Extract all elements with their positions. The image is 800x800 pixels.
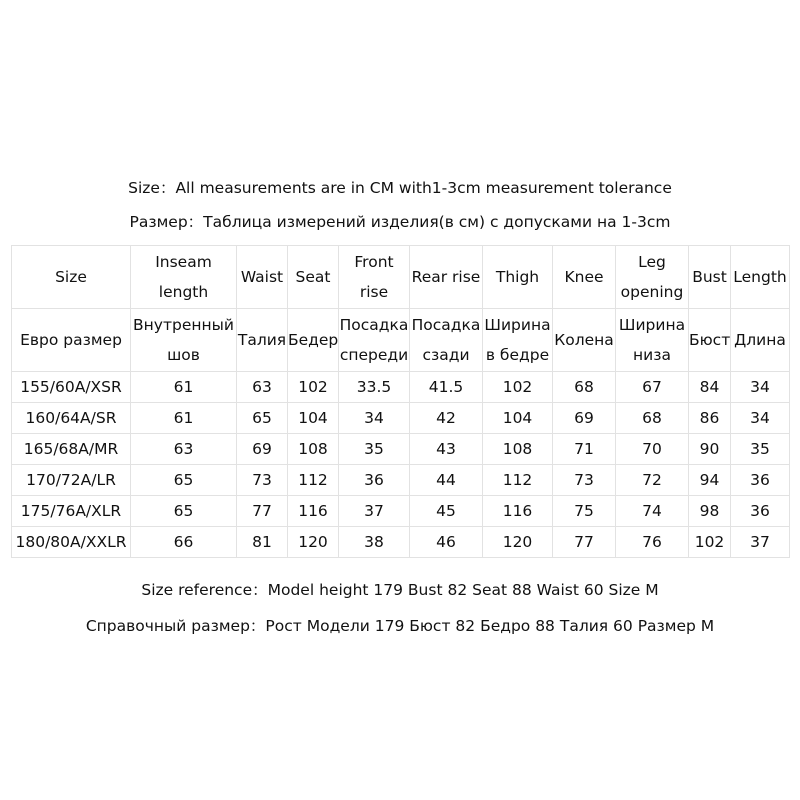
cell-rear-rise: 42 [410,403,483,434]
cell-seat: 120 [288,527,339,558]
cell-seat: 102 [288,372,339,403]
cell-waist: 77 [237,496,288,527]
cell-leg-opening: 76 [616,527,689,558]
cell-size: 175/76A/XLR [12,496,131,527]
cell-bust: 98 [689,496,731,527]
cell-rear-rise: 41.5 [410,372,483,403]
cell-thigh: 116 [483,496,553,527]
cell-front-rise: Front rise [339,246,410,309]
cell-front-rise: 34 [339,403,410,434]
cell-leg-opening: 68 [616,403,689,434]
cell-length: 37 [731,527,790,558]
cell-seat: 112 [288,465,339,496]
cell-waist: 69 [237,434,288,465]
cell-size: 180/80A/XXLR [12,527,131,558]
cell-front-rise: 35 [339,434,410,465]
cell-thigh: 104 [483,403,553,434]
cell-size: 170/72A/LR [12,465,131,496]
cell-inseam: 65 [131,496,237,527]
cell-bust: 102 [689,527,731,558]
cell-seat: Бедер [288,309,339,372]
cell-leg-opening: 72 [616,465,689,496]
cell-size: Size [12,246,131,309]
cell-waist: 65 [237,403,288,434]
cell-length: Length [731,246,790,309]
cell-front-rise: 37 [339,496,410,527]
cell-waist: 63 [237,372,288,403]
cell-rear-rise: 45 [410,496,483,527]
cell-leg-opening: Leg opening [616,246,689,309]
cell-knee: 75 [553,496,616,527]
cell-seat: 108 [288,434,339,465]
cell-seat: 116 [288,496,339,527]
cell-knee: Knee [553,246,616,309]
cell-rear-rise: Посадка сзади [410,309,483,372]
table-row [12,465,790,496]
cell-inseam: Inseam length [131,246,237,309]
cell-size: Евро размер [12,309,131,372]
cell-length: 34 [731,372,790,403]
cell-knee: Колена [553,309,616,372]
cell-inseam: 65 [131,465,237,496]
size-table-body [12,246,790,558]
cell-size: 155/60A/XSR [12,372,131,403]
cell-waist: Талия [237,309,288,372]
size-table [11,245,790,558]
cell-rear-rise: Rear rise [410,246,483,309]
cell-thigh: 120 [483,527,553,558]
cell-rear-rise: 43 [410,434,483,465]
cell-leg-opening: Ширина низа [616,309,689,372]
cell-knee: 77 [553,527,616,558]
cell-thigh: 108 [483,434,553,465]
cell-length: Длина [731,309,790,372]
cell-seat: 104 [288,403,339,434]
cell-front-rise: 33.5 [339,372,410,403]
cell-waist: 73 [237,465,288,496]
cell-length: 36 [731,465,790,496]
cell-size: 165/68A/MR [12,434,131,465]
cell-front-rise: 36 [339,465,410,496]
cell-bust: Бюст [689,309,731,372]
cell-knee: 69 [553,403,616,434]
cell-length: 35 [731,434,790,465]
size-title-ru: Размер：Таблица измерений изделия(в см) с допусками на 1-3cm [129,213,671,231]
header-row-en [12,246,790,309]
table-row [12,434,790,465]
cell-thigh: Ширина в бедре [483,309,553,372]
cell-leg-opening: 74 [616,496,689,527]
cell-thigh: 102 [483,372,553,403]
cell-waist: Waist [237,246,288,309]
cell-length: 36 [731,496,790,527]
cell-seat: Seat [288,246,339,309]
table-row [12,372,790,403]
cell-bust: Bust [689,246,731,309]
table-row [12,496,790,527]
cell-inseam: 61 [131,403,237,434]
cell-thigh: 112 [483,465,553,496]
size-reference-ru: Справочный размер：Рост Модели 179 Бюст 82 Бедро 88 Талия 60 Размер M [85,617,715,635]
cell-rear-rise: 46 [410,527,483,558]
cell-bust: 84 [689,372,731,403]
cell-inseam: Внутренный шов [131,309,237,372]
cell-front-rise: 38 [339,527,410,558]
cell-length: 34 [731,403,790,434]
cell-leg-opening: 70 [616,434,689,465]
cell-waist: 81 [237,527,288,558]
cell-inseam: 66 [131,527,237,558]
cell-front-rise: Посадка спереди [339,309,410,372]
size-reference-en: Size reference：Model height 179 Bust 82 Seat 88 Waist 60 Size M [141,581,659,599]
cell-knee: 68 [553,372,616,403]
cell-bust: 94 [689,465,731,496]
size-title-en: Size：All measurements are in CM with1-3cm measurement tolerance [128,179,672,197]
header-row-ru [12,309,790,372]
cell-size: 160/64A/SR [12,403,131,434]
table-row [12,403,790,434]
cell-knee: 73 [553,465,616,496]
cell-rear-rise: 44 [410,465,483,496]
cell-thigh: Thigh [483,246,553,309]
cell-inseam: 63 [131,434,237,465]
cell-bust: 86 [689,403,731,434]
cell-knee: 71 [553,434,616,465]
cell-bust: 90 [689,434,731,465]
cell-leg-opening: 67 [616,372,689,403]
cell-inseam: 61 [131,372,237,403]
table-row [12,527,790,558]
